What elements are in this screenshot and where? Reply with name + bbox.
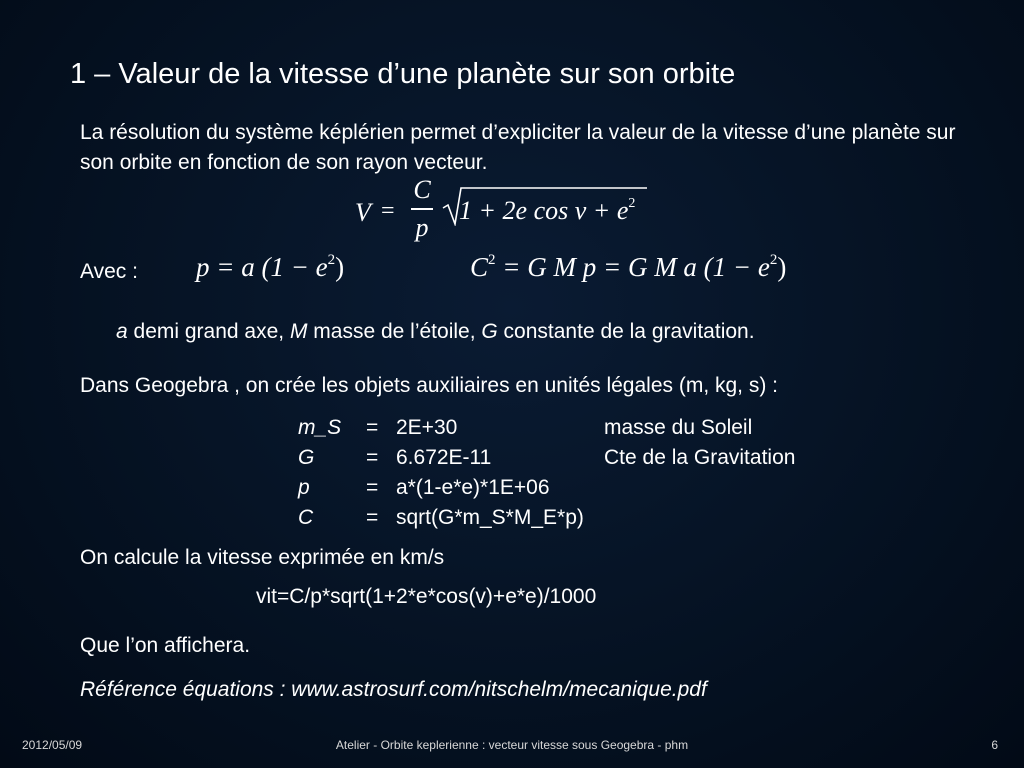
c-formula	[470, 252, 786, 283]
variable-equals: =	[366, 506, 379, 529]
variable-value: 2E+30	[396, 416, 458, 439]
footer-date: 2012/05/09	[22, 738, 83, 752]
variable-name: G	[298, 446, 315, 469]
velocity-formula	[355, 176, 655, 252]
footer-title: Atelier - Orbite keplerienne : vecteur vitesse sous Geogebra - phm	[335, 738, 689, 752]
variable-value: sqrt(G*m_S*M_E*p)	[396, 506, 584, 529]
c-formula-c-exponent: 2	[488, 252, 496, 268]
def-g-text: constante de la gravitation.	[497, 320, 755, 343]
square-root	[441, 182, 651, 225]
def-m-symbol: M	[289, 320, 308, 343]
variable-description: masse du Soleil	[604, 416, 753, 439]
c-formula-mid: = G M p = G M a (1 − e	[495, 252, 770, 282]
variable-name: C	[298, 506, 314, 529]
def-m-text: masse de l’étoile,	[307, 320, 482, 343]
geogebra-intro: Dans Geogebra , on crée les objets auxiliaires en unités légales (m, kg, s) :	[80, 374, 779, 397]
radicand-main: 1 + 2e cos ν + e	[459, 196, 629, 225]
def-a-symbol: a	[116, 320, 128, 343]
c-formula-tail: )	[777, 252, 787, 282]
calc-intro: On calcule la vitesse exprimée en km/s	[80, 546, 445, 569]
fraction-numerator: C	[413, 175, 431, 204]
variable-description: Cte de la Gravitation	[604, 446, 796, 469]
avec-label: Avec :	[80, 260, 138, 283]
intro-paragraph: La résolution du système képlérien permet d’expliciter la valeur de la vitesse d’une planète sur son orbite en fonction de son rayon vecteur.	[80, 121, 956, 174]
fraction-bar	[411, 208, 433, 210]
fraction-denominator: p	[415, 213, 429, 242]
radicand-exponent: 2	[628, 196, 636, 211]
symbol-definitions	[116, 320, 755, 344]
variable-equals: =	[366, 446, 379, 469]
sqrt-radicand	[459, 196, 635, 226]
formula-v-fraction	[411, 176, 433, 242]
p-formula-main: p = a (1 − e	[196, 252, 328, 282]
variable-value: 6.672E-11	[396, 446, 492, 469]
formula-v-lhs: V	[355, 198, 371, 227]
variable-name: m_S	[298, 416, 342, 439]
variable-equals: =	[366, 416, 379, 439]
variable-value: a*(1-e*e)*1E+06	[396, 476, 550, 499]
velocity-expression: vit=C/p*sqrt(1+2*e*cos(v)+e*e)/1000	[256, 585, 597, 608]
display-note: Que l’on affichera.	[80, 634, 251, 657]
p-formula	[196, 252, 344, 283]
variable-name: p	[298, 476, 310, 499]
def-g-symbol: G	[481, 320, 498, 343]
p-formula-exponent: 2	[327, 252, 336, 268]
footer-page-number: 6	[991, 738, 998, 752]
formula-v-equals: =	[381, 198, 395, 224]
variable-equals: =	[366, 476, 379, 499]
p-formula-tail: )	[335, 252, 345, 282]
def-a-text: demi grand axe,	[127, 320, 290, 343]
c-formula-c: C	[470, 252, 489, 282]
reference-link: Référence équations : www.astrosurf.com/nitschelm/mecanique.pdf	[80, 678, 707, 701]
slide-title: 1 – Valeur de la vitesse d’une planète sur son orbite	[70, 58, 736, 90]
c-formula-e-exponent: 2	[769, 252, 778, 268]
